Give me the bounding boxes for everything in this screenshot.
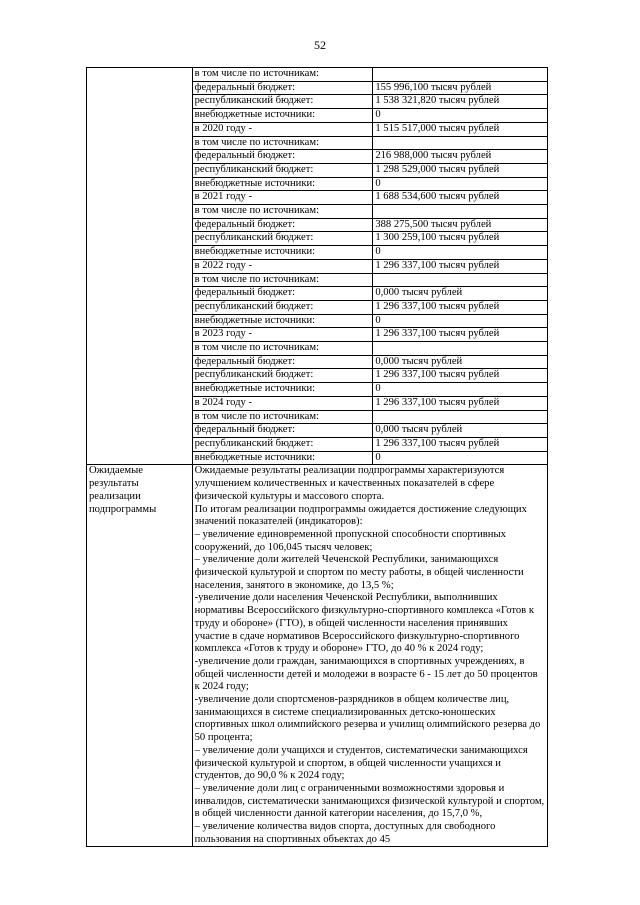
amount-value: 1 296 337,100 тысяч рублей	[373, 328, 548, 342]
results-paragraph: – увеличение единовременной пропускной способности спортивных сооружений, до 106,045 тысяч человек;	[194, 528, 506, 553]
amount-value: 0,000 тысяч рублей	[373, 287, 548, 301]
amount-value	[373, 136, 548, 150]
amount-value: 1 300 259,100 тысяч рублей	[373, 232, 548, 246]
results-section	[87, 465, 548, 847]
results-heading: Ожидаемые результаты реализации подпрограммы	[87, 465, 193, 847]
source-label: внебюджетные источники:	[192, 383, 373, 397]
source-label: в том числе по источникам:	[192, 410, 373, 424]
source-label: внебюджетные источники:	[192, 177, 373, 191]
amount-value: 1 296 337,100 тысяч рублей	[373, 300, 548, 314]
source-label: республиканский бюджет:	[192, 437, 373, 451]
amount-value: 155 996,100 тысяч рублей	[373, 81, 548, 95]
amount-value: 0,000 тысяч рублей	[373, 355, 548, 369]
results-paragraph: -увеличение доли населения Чеченской Республики, выполнивших нормативы Всероссийского физкультурно-спортивного комплекса «Готов к труду и обороне» (ГТО), в общей численности населения принявших участие в сдаче нормативов Всероссийского физкультурно-спортивного комплекса «Готов к труду и обороне» ГТО, до 40 % к 2024 году;	[194, 592, 534, 655]
results-paragraph: – увеличение доли учащихся и студентов, систематически занимающихся физической культурой и спортом, в общей численности учащихся и студентов, до 90,0 % к 2024 году;	[194, 744, 528, 782]
amount-value: 1 688 534,600 тысяч рублей	[373, 191, 548, 205]
source-label: в 2024 году -	[192, 396, 373, 410]
amount-value: 1 296 337,100 тысяч рублей	[373, 369, 548, 383]
source-label: в том числе по источникам:	[192, 136, 373, 150]
amount-value: 0	[373, 177, 548, 191]
left-empty-cell	[87, 68, 193, 465]
amount-value: 216 988,000 тысяч рублей	[373, 150, 548, 164]
source-label: в 2022 году -	[192, 259, 373, 273]
source-label: республиканский бюджет:	[192, 369, 373, 383]
funding-rows	[87, 68, 548, 465]
amount-value: 0	[373, 383, 548, 397]
source-label: в 2021 году -	[192, 191, 373, 205]
source-label: в 2023 году -	[192, 328, 373, 342]
program-table	[86, 67, 548, 847]
source-label: федеральный бюджет:	[192, 218, 373, 232]
source-label: внебюджетные источники:	[192, 246, 373, 260]
amount-value	[373, 410, 548, 424]
source-label: в 2020 году -	[192, 122, 373, 136]
source-label: республиканский бюджет:	[192, 232, 373, 246]
source-label: внебюджетные источники:	[192, 109, 373, 123]
results-paragraph: По итогам реализации подпрограммы ожидается достижение следующих значений показателей (индикаторов):	[194, 503, 527, 528]
amount-value: 1 538 321,820 тысяч рублей	[373, 95, 548, 109]
source-label: внебюджетные источники:	[192, 314, 373, 328]
amount-value: 0,000 тысяч рублей	[373, 424, 548, 438]
amount-value: 1 298 529,000 тысяч рублей	[373, 163, 548, 177]
source-label: в том числе по источникам:	[192, 342, 373, 356]
source-label: в том числе по источникам:	[192, 205, 373, 219]
amount-value: 0	[373, 314, 548, 328]
amount-value: 1 296 337,100 тысяч рублей	[373, 396, 548, 410]
results-paragraph: -увеличение доли граждан, занимающихся в спортивных учреждениях, в общей численности детей и молодежи в возрасте 6 - 15 лет до 50 процентов к 2024 году;	[194, 655, 538, 693]
amount-value: 1 296 337,100 тысяч рублей	[373, 259, 548, 273]
amount-value: 0	[373, 109, 548, 123]
amount-value	[373, 342, 548, 356]
results-paragraph: -увеличение доли спортсменов-разрядников в общем количестве лиц, занимающихся в системе специализированных детско-юношеских спортивных школ олимпийского резерва и училищ олимпийского резерва до 50 процента;	[194, 694, 541, 744]
results-paragraph: Ожидаемые результаты реализации подпрограммы характеризуются улучшением количественных и качественных показателей в сфере физической культуры и массового спорта.	[194, 465, 505, 502]
source-label: республиканский бюджет:	[192, 95, 373, 109]
source-label: в том числе по источникам:	[192, 68, 373, 82]
source-label: федеральный бюджет:	[192, 287, 373, 301]
amount-value: 1 296 337,100 тысяч рублей	[373, 437, 548, 451]
source-label: республиканский бюджет:	[192, 300, 373, 314]
source-label: федеральный бюджет:	[192, 81, 373, 95]
amount-value: 0	[373, 246, 548, 260]
source-label: внебюджетные источники:	[192, 451, 373, 465]
amount-value: 1 515 517,000 тысяч рублей	[373, 122, 548, 136]
source-label: республиканский бюджет:	[192, 163, 373, 177]
results-paragraph: – увеличение доли лиц с ограниченными возможностями здоровья и инвалидов, систематически занимающихся физической культурой и спортом, в общей численности данной категории населения, до 15,7,0 %,	[194, 782, 545, 820]
amount-value	[373, 205, 548, 219]
amount-value: 388 275,500 тысяч рублей	[373, 218, 548, 232]
table-row	[87, 68, 548, 82]
amount-value	[373, 68, 548, 82]
results-paragraph: – увеличение доли жителей Чеченской Республики, занимающихся физической культурой и спортом по месту работы, в общей численности населения, занятого в экономике, до 13,5 %;	[194, 554, 524, 591]
source-label: федеральный бюджет:	[192, 150, 373, 164]
results-paragraph: – увеличение количества видов спорта, доступных для свободного пользования на спортивных объектах до 45	[194, 821, 496, 845]
amount-value: 0	[373, 451, 548, 465]
amount-value	[373, 273, 548, 287]
source-label: федеральный бюджет:	[192, 355, 373, 369]
source-label: федеральный бюджет:	[192, 424, 373, 438]
source-label: в том числе по источникам:	[192, 273, 373, 287]
results-description	[192, 465, 547, 847]
page-number: 52	[314, 38, 326, 52]
table-row	[87, 465, 548, 847]
